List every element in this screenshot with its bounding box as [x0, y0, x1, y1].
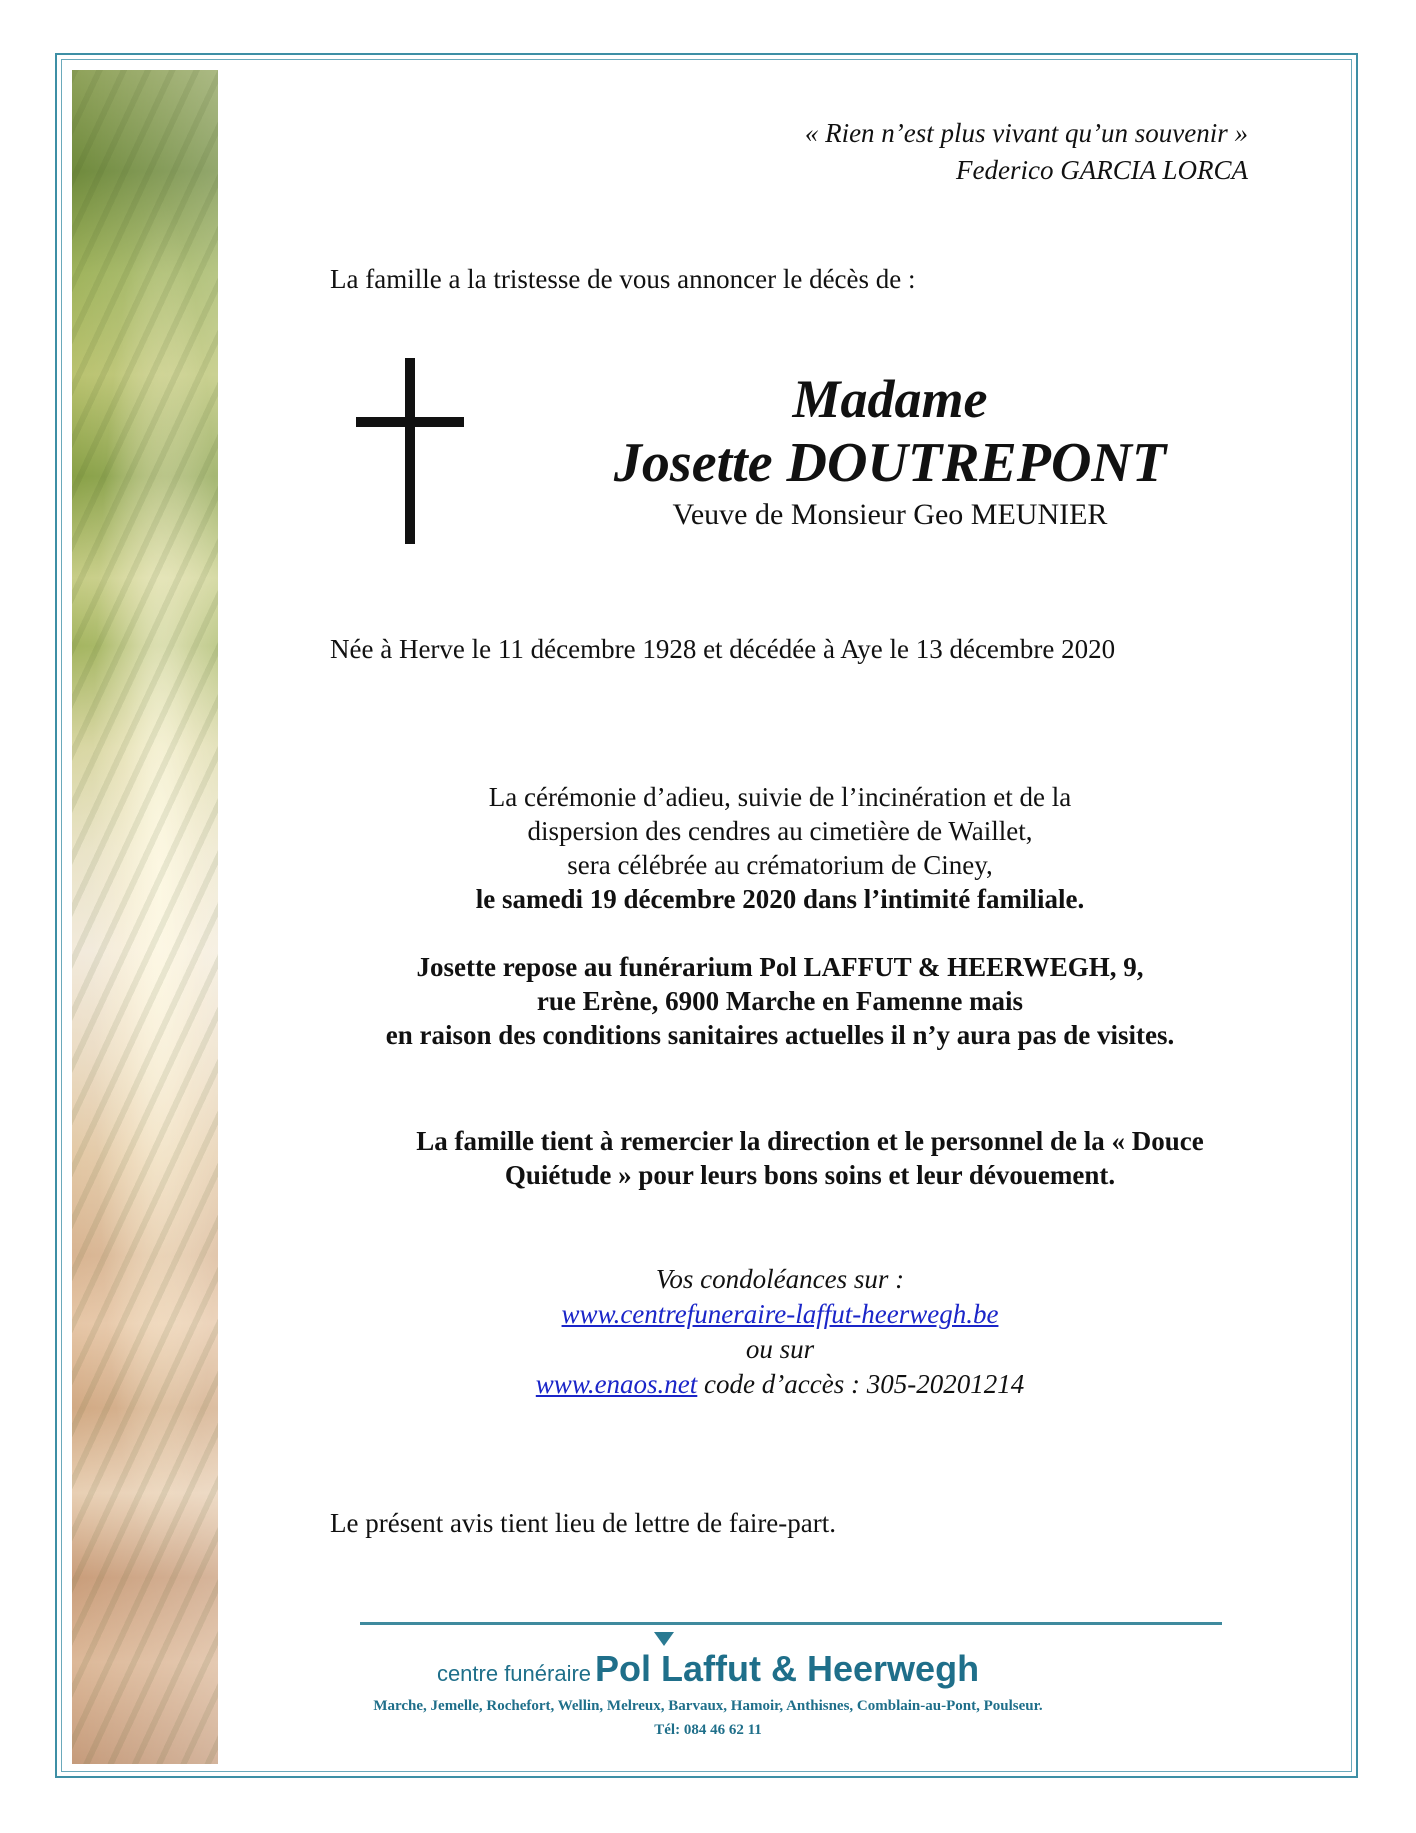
announcement-intro: La famille a la tristesse de vous annoncer le décès de :: [330, 264, 916, 294]
quote-text: « Rien n’est plus vivant qu’un souvenir »: [804, 118, 1248, 148]
deceased-name: Josette DOUTREPONT: [613, 432, 1167, 494]
quote-author: Federico GARCIA LORCA: [956, 155, 1248, 185]
repose-line: Josette repose au funérarium Pol LAFFUT & HEERWEGH, 9,: [416, 952, 1144, 982]
ceremony-line: La cérémonie d’adieu, suivie de l’incinération et de la: [488, 782, 1072, 812]
access-code: code d’accès : 305-20201214: [697, 1369, 1025, 1399]
logo-brand-name: Pol Laffut & Heerwegh: [595, 1648, 980, 1689]
family-thanks: [330, 1124, 1290, 1192]
repose-line: en raison des conditions sanitaires actuelles il n’y aura pas de visites.: [385, 1020, 1175, 1050]
thanks-line: La famille tient à remercier la direction et le personnel de la « Douce: [416, 1126, 1204, 1156]
funeral-home-logo: [0, 1648, 1416, 1690]
logo-small-text: centre funéraire: [436, 1661, 592, 1686]
epigraph: [805, 115, 1248, 189]
footer-divider: [360, 1622, 1222, 1625]
deceased-title: Madame: [792, 369, 988, 429]
widow-of: Veuve de Monsieur Geo MEUNIER: [672, 498, 1108, 531]
birth-death-dates: Née à Herve le 11 décembre 1928 et décédée à Aye le 13 décembre 2020: [330, 634, 1116, 664]
condolences-block: [330, 1262, 1230, 1402]
ceremony-line: sera célébrée au crématorium de Ciney,: [567, 850, 993, 880]
thanks-line: Quiétude » pour leurs bons soins et leur dévouement.: [504, 1160, 1116, 1190]
ceremony-date: le samedi 19 décembre 2020 dans l’intimité familiale.: [475, 884, 1085, 914]
ceremony-info: [330, 780, 1230, 916]
footer-phone: Tél: 084 46 62 11: [654, 1722, 762, 1738]
condolences-link-laffut[interactable]: www.centrefuneraire-laffut-heerwegh.be: [561, 1299, 999, 1329]
forest-path-photo: [72, 70, 218, 1764]
triangle-marker-icon: [654, 1632, 674, 1646]
ceremony-line: dispersion des cendres au cimetière de Waillet,: [527, 816, 1033, 846]
condolences-link-enaos[interactable]: www.enaos.net: [535, 1369, 698, 1399]
cross-icon: [356, 358, 464, 544]
funerarium-info: [330, 950, 1230, 1052]
deceased-name-block: [560, 365, 1220, 535]
condolences-or: ou sur: [745, 1334, 815, 1364]
closing-note: Le présent avis tient lieu de lettre de faire-part.: [330, 1508, 837, 1538]
footer-locations: Marche, Jemelle, Rochefort, Wellin, Melreux, Barvaux, Hamoir, Anthisnes, Comblain-au-Pont, Poulseur.: [373, 1698, 1043, 1714]
repose-line: rue Erène, 6900 Marche en Famenne mais: [536, 986, 1024, 1016]
condolences-label: Vos condoléances sur :: [655, 1264, 905, 1294]
